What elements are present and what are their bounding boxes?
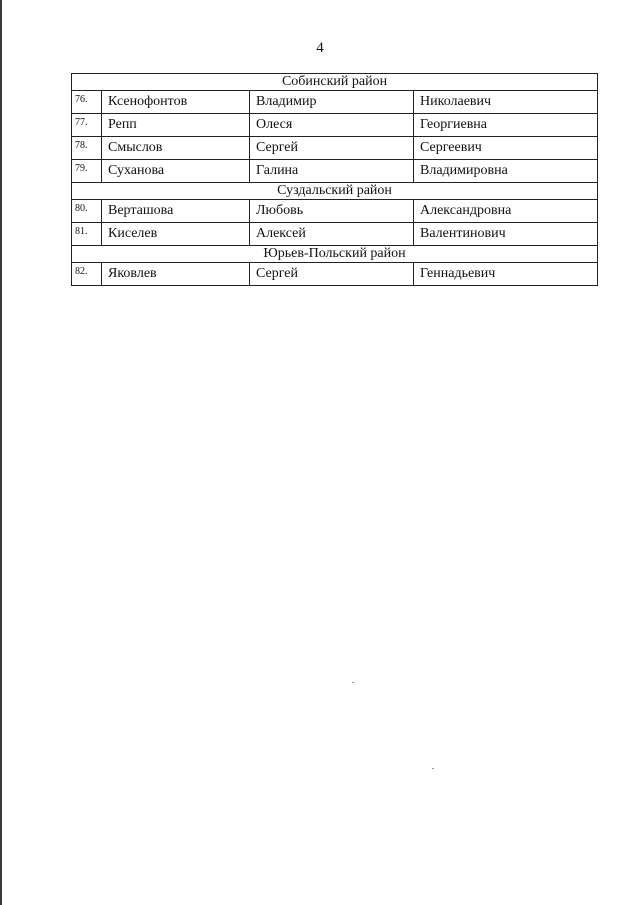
- first-name-cell: Сергей: [250, 137, 414, 160]
- table-row: [72, 200, 598, 223]
- table-row: [72, 263, 598, 286]
- table-row: [72, 160, 598, 183]
- table-row: [72, 91, 598, 114]
- patronymic-cell: Александровна: [414, 200, 598, 223]
- last-name-cell: Смыслов: [102, 137, 250, 160]
- section-title: Юрьев-Польский район: [72, 246, 598, 263]
- section-title: Собинский район: [72, 74, 598, 91]
- roster-table: [71, 73, 598, 286]
- scan-edge-line: [0, 0, 2, 905]
- table-row: [72, 114, 598, 137]
- last-name-cell: Верташова: [102, 200, 250, 223]
- row-number: 77.: [72, 114, 102, 137]
- page-number: 4: [316, 40, 324, 56]
- row-number: 76.: [72, 91, 102, 114]
- section-header-row: [72, 74, 598, 91]
- patronymic-cell: Владимировна: [414, 160, 598, 183]
- first-name-cell: Галина: [250, 160, 414, 183]
- first-name-cell: Олеся: [250, 114, 414, 137]
- first-name-cell: Алексей: [250, 223, 414, 246]
- table-row: [72, 223, 598, 246]
- last-name-cell: Ксенофонтов: [102, 91, 250, 114]
- section-title: Суздальский район: [72, 183, 598, 200]
- row-number: 82.: [72, 263, 102, 286]
- section-header-row: [72, 183, 598, 200]
- first-name-cell: Владимир: [250, 91, 414, 114]
- last-name-cell: Киселев: [102, 223, 250, 246]
- section-header-row: [72, 246, 598, 263]
- patronymic-cell: Геннадьевич: [414, 263, 598, 286]
- row-number: 78.: [72, 137, 102, 160]
- row-number: 81.: [72, 223, 102, 246]
- first-name-cell: Любовь: [250, 200, 414, 223]
- last-name-cell: Суханова: [102, 160, 250, 183]
- row-number: 79.: [72, 160, 102, 183]
- scan-speck: [432, 768, 434, 769]
- row-number: 80.: [72, 200, 102, 223]
- patronymic-cell: Николаевич: [414, 91, 598, 114]
- patronymic-cell: Валентинович: [414, 223, 598, 246]
- last-name-cell: Яковлев: [102, 263, 250, 286]
- table-row: [72, 137, 598, 160]
- scan-speck: [352, 682, 354, 683]
- patronymic-cell: Георгиевна: [414, 114, 598, 137]
- first-name-cell: Сергей: [250, 263, 414, 286]
- patronymic-cell: Сергеевич: [414, 137, 598, 160]
- last-name-cell: Репп: [102, 114, 250, 137]
